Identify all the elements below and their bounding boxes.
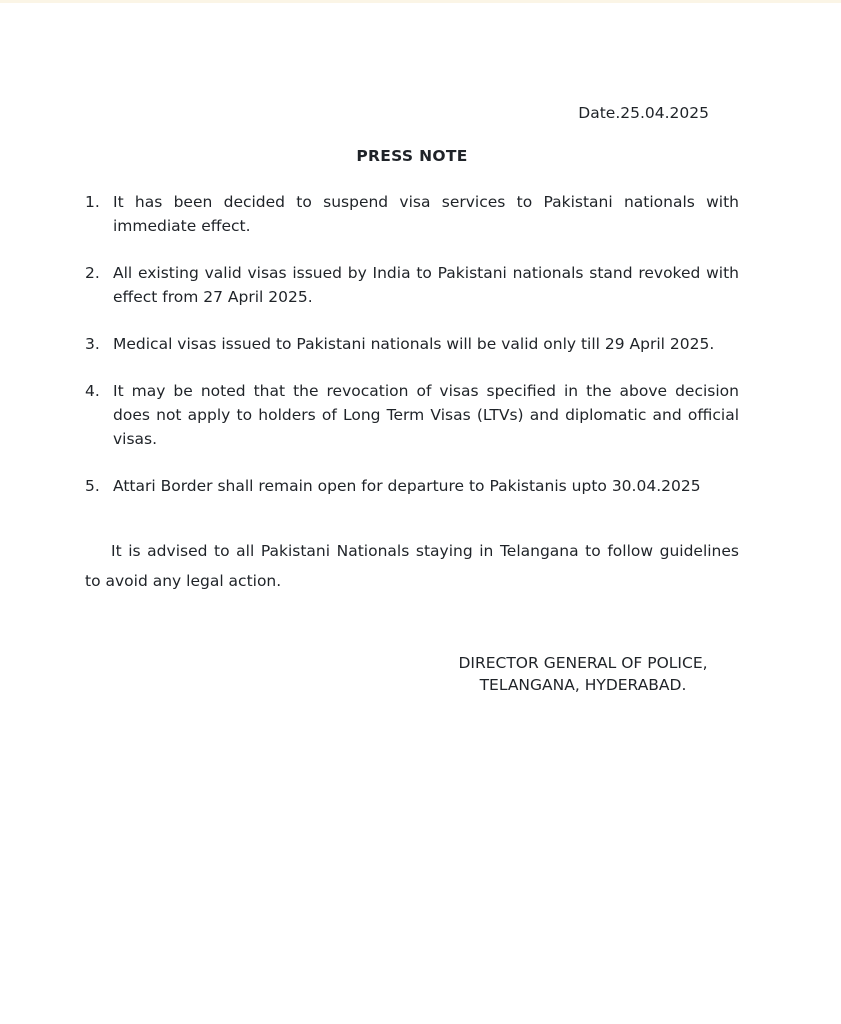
numbered-list: [85, 190, 739, 498]
list-item-text: Attari Border shall remain open for departure to Pakistanis upto 30.04.2025: [113, 477, 701, 495]
list-item: [85, 379, 739, 451]
press-note-page: [0, 3, 841, 696]
list-item-text: It may be noted that the revocation of visas specified in the above decision does not apply to holders of Long Term Visas (LTVs) and diplomatic and official visas.: [113, 382, 739, 448]
signature-line-2: TELANGANA, HYDERABAD.: [479, 676, 687, 694]
list-item-number: 3.: [85, 335, 100, 353]
list-item-number: 1.: [85, 193, 100, 211]
list-item-text: It has been decided to suspend visa services to Pakistani nationals with immediate effect.: [113, 193, 739, 235]
list-item: [85, 261, 739, 309]
list-item-text: All existing valid visas issued by India to Pakistani nationals stand revoked with effect from 27 April 2025.: [113, 264, 739, 306]
signature-block: [433, 652, 733, 696]
document-title: PRESS NOTE: [356, 147, 468, 165]
list-item: [85, 474, 739, 498]
list-item: [85, 190, 739, 238]
document-date: Date.25.04.2025: [578, 104, 709, 122]
closing-paragraph: It is advised to all Pakistani Nationals staying in Telangana to follow guidelines to avoid any legal action.: [85, 542, 739, 590]
list-item-text: Medical visas issued to Pakistani nationals will be valid only till 29 April 2025.: [113, 335, 715, 353]
list-item: [85, 332, 739, 356]
list-item-number: 2.: [85, 264, 100, 282]
list-item-number: 4.: [85, 382, 100, 400]
list-item-number: 5.: [85, 477, 100, 495]
signature-line-1: DIRECTOR GENERAL OF POLICE,: [458, 654, 708, 672]
